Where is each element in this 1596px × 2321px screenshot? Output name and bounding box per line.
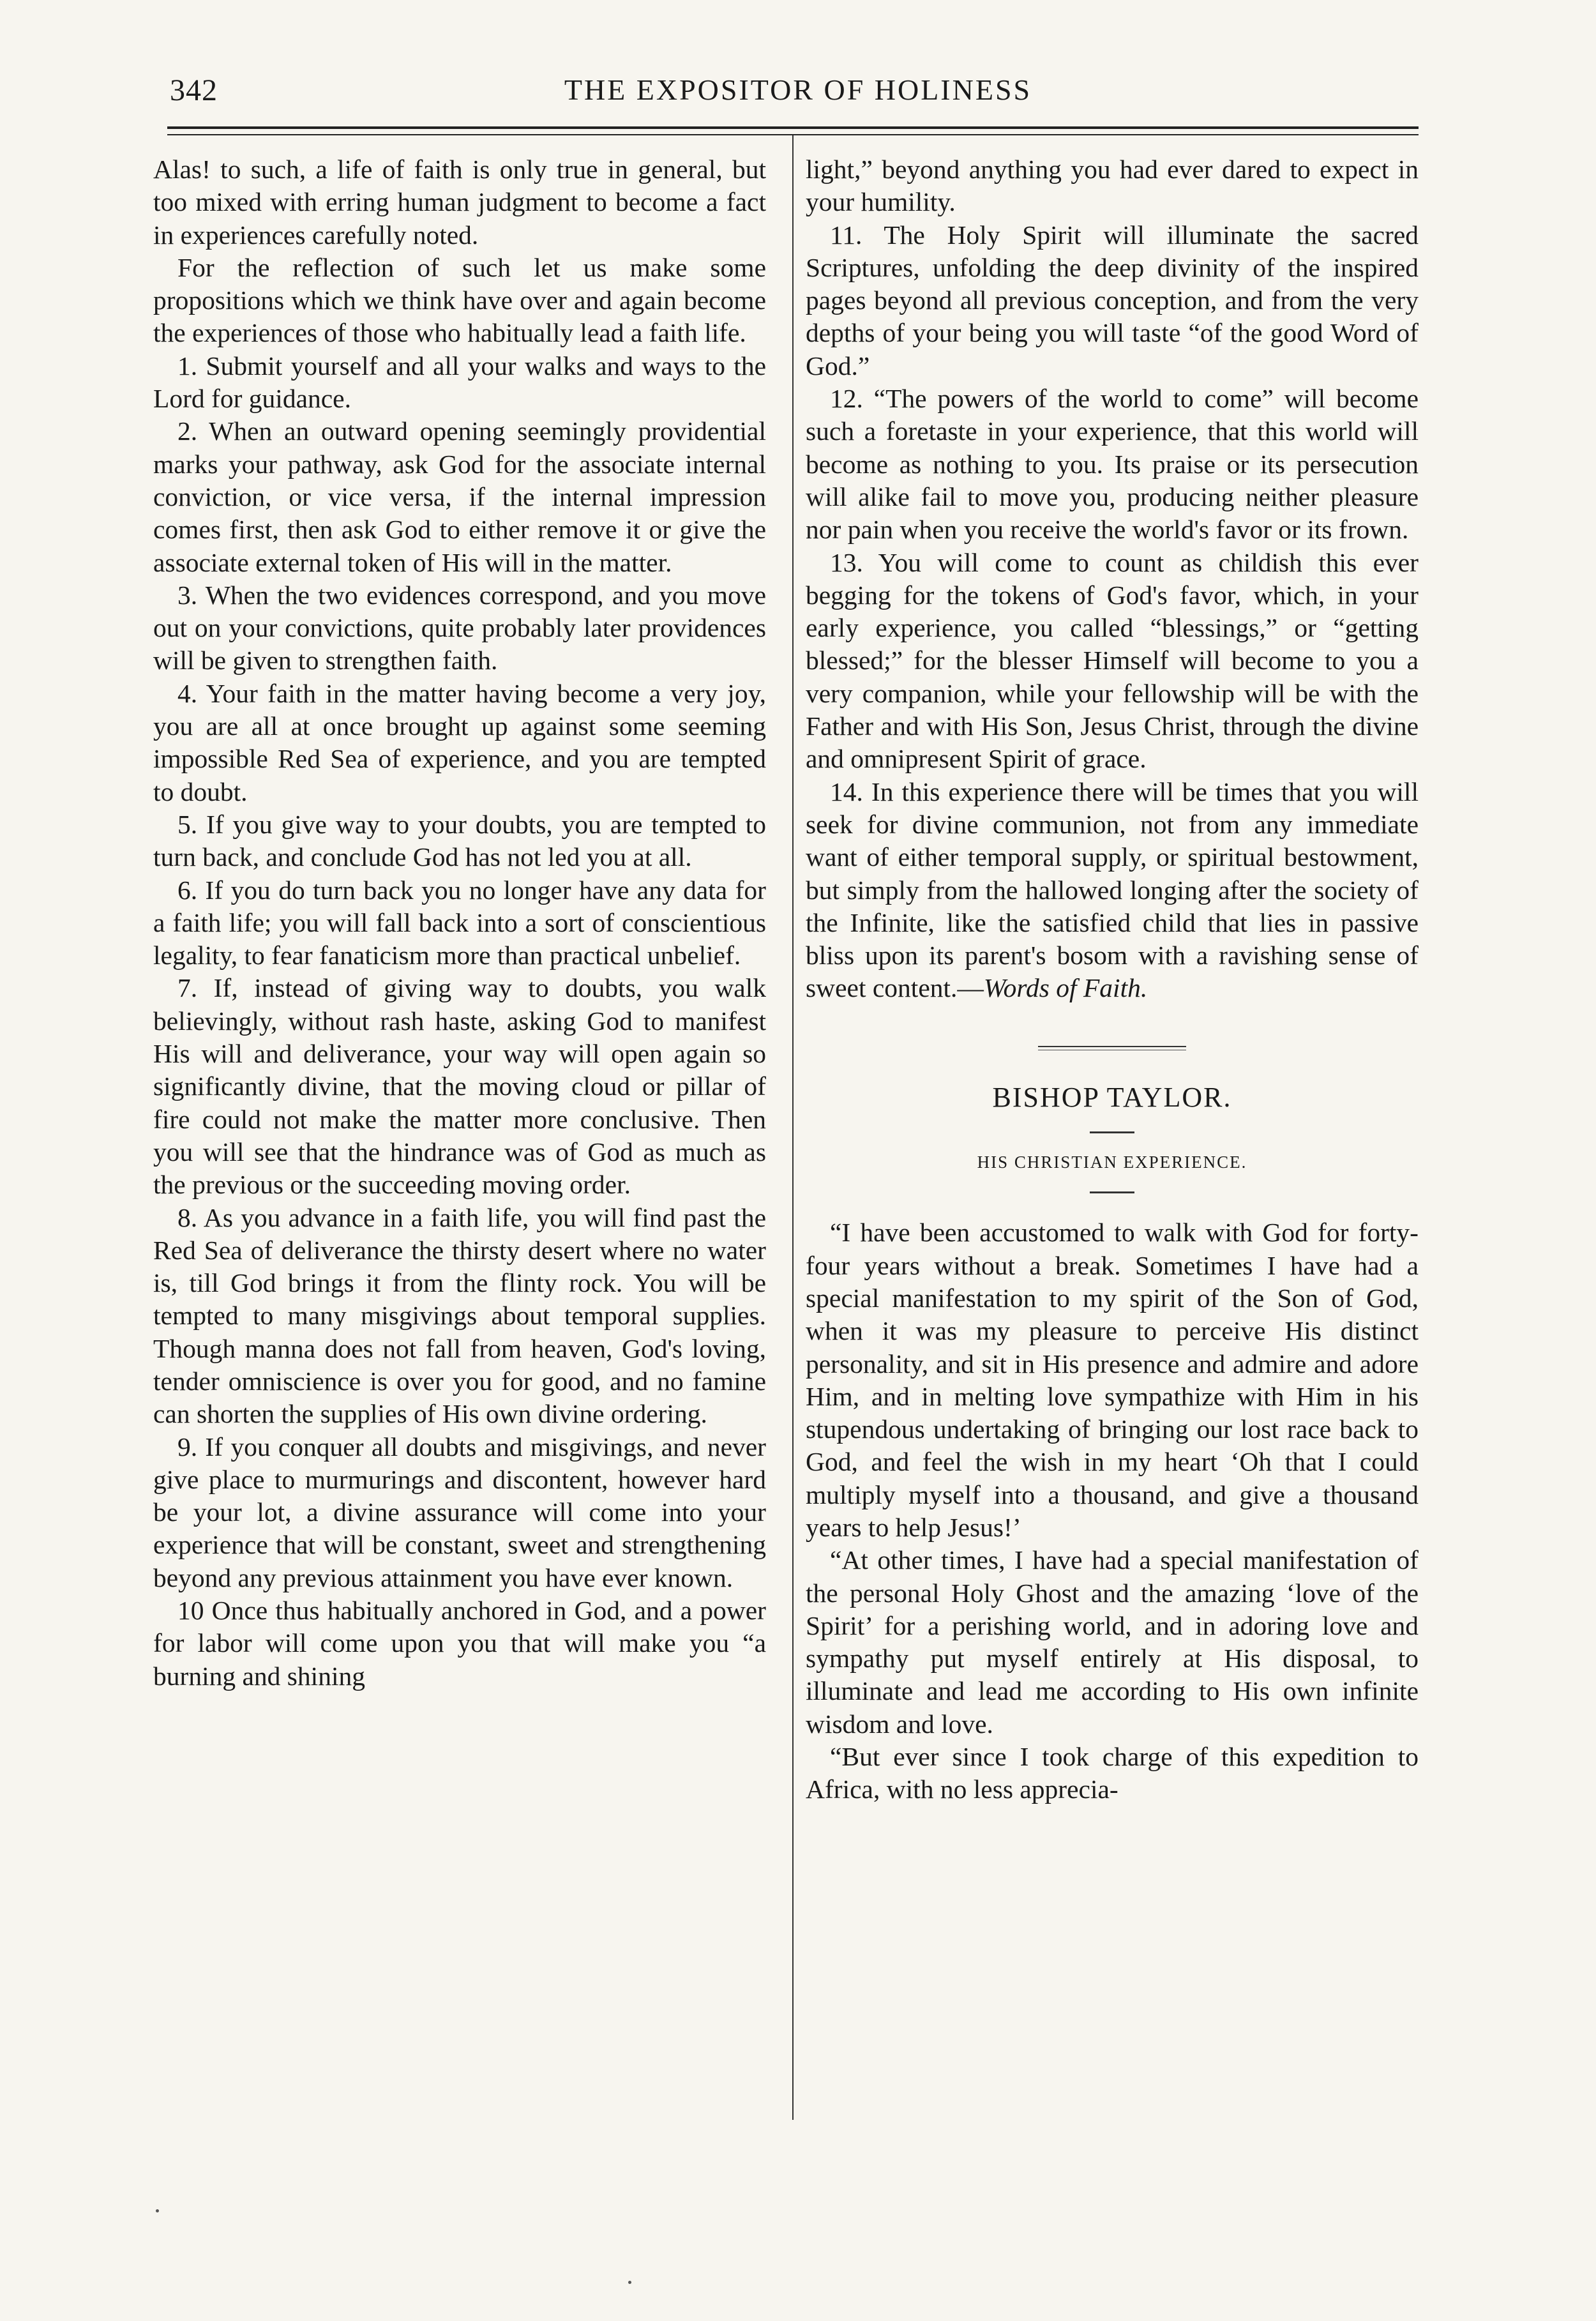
proposition-1: 1. Submit yourself and all your walks and ways to the Lord for guidance. bbox=[153, 351, 766, 414]
quote-paragraph: “But ever since I took charge of this expedition to Africa, with no less apprecia- bbox=[806, 1742, 1419, 1804]
left-column bbox=[153, 153, 766, 1693]
paragraph: light,” beyond anything you had ever dared to expect in your humility. bbox=[806, 155, 1419, 217]
article-title: BISHOP TAYLOR. bbox=[992, 1081, 1232, 1113]
proposition-4: 4. Your faith in the matter having become a very joy, you are all at once brought up against some seeming impossible Red Sea of experience, and you are tempted to doubt. bbox=[153, 678, 766, 806]
title-rule bbox=[1090, 1131, 1134, 1133]
header-rule-thick bbox=[167, 126, 1419, 129]
page-header bbox=[153, 72, 1443, 116]
print-speck bbox=[628, 2281, 631, 2284]
proposition-9: 9. If you conquer all doubts and misgivings, and never give place to murmurings and discontent, however hard be your lot, a divine assurance will come into your experience that will be constant, sweet and strengthening beyond any previous attainment you have ever known. bbox=[153, 1432, 766, 1592]
article-subtitle: HIS CHRISTIAN EXPERIENCE. bbox=[977, 1153, 1247, 1172]
proposition-7: 7. If, instead of giving way to doubts, you walk believingly, without rash haste, asking God to manifest His will and deliverance, your way will open again so significantly divine, that the moving cloud or pillar of fire could not make the matter more conclusive. Then you will see that the hindrance was of God as much as the previous or the succeeding moving order. bbox=[153, 973, 766, 1200]
quote-paragraph: “I have been accustomed to walk with God for forty-four years without a break. Sometimes I have had a special manifestation to my spirit of the Son of God, when it was my pleasure to perceive His distinct personality, and sit in His presence and admire and adore Him, and in melting love sympathize with Him in his stupendous undertaking of bringing our lost race back to God, and feel the wish in my heart ‘Oh that I could multiply myself into a thousand, and give a thousand years to help Jesus!’ bbox=[806, 1218, 1419, 1542]
running-title: THE EXPOSITOR OF HOLINESS bbox=[564, 73, 1032, 106]
proposition-14-text: 14. In this experience there will be times that you will seek for divine communion, not from any immediate want of either temporal supply, or spiritual bestowment, but simply from the hallowed longing after the society of the Infinite, like the satisfied child that lies in passive bliss upon its parent's bosom with a ravishing sense of sweet content.— bbox=[806, 776, 1419, 1003]
print-speck bbox=[156, 2209, 159, 2212]
right-column bbox=[806, 153, 1419, 1806]
subtitle-rule bbox=[1090, 1191, 1134, 1193]
section-divider-ornament bbox=[1038, 1046, 1186, 1050]
paragraph: For the reflection of such let us make some propositions which we think have over and again become the experiences of those who habitually lead a faith life. bbox=[153, 252, 766, 348]
proposition-10: 10 Once thus habitually anchored in God, and a power for labor will come upon you that will make you “a burning and shining bbox=[153, 1596, 766, 1691]
column-divider bbox=[792, 135, 794, 2120]
proposition-6: 6. If you do turn back you no longer have any data for a faith life; you will fall back into a sort of conscientious legality, to fear fanaticism more than practical unbelief. bbox=[153, 875, 766, 971]
quote-paragraph: “At other times, I have had a special manifestation of the personal Holy Ghost and the amazing ‘love of the Spirit’ for a perishing world, and in adoring love and sympathy put myself entirely at His disposal, to illuminate and lead me according to His own infinite wisdom and love. bbox=[806, 1545, 1419, 1739]
proposition-14 bbox=[806, 776, 1419, 1005]
proposition-5: 5. If you give way to your doubts, you are tempted to turn back, and conclude God has not led you at all. bbox=[153, 809, 766, 872]
proposition-3: 3. When the two evidences correspond, and you move out on your convictions, quite probably later providences will be given to strengthen faith. bbox=[153, 580, 766, 676]
proposition-2: 2. When an outward opening seemingly providential marks your pathway, ask God for the associate internal conviction, or vice versa, if the internal impression comes first, then ask God to either remove it or give the associate external token of His will in the matter. bbox=[153, 416, 766, 577]
proposition-8: 8. As you advance in a faith life, you will find past the Red Sea of deliverance the thirsty desert where no water is, till God brings it from the flinty rock. You will be tempted to many misgivings about temporal supplies. Though manna does not fall from heaven, God's loving, tender omniscience is over you for good, and no famine can shorten the supplies of His own divine ordering. bbox=[153, 1202, 766, 1429]
paragraph: Alas! to such, a life of faith is only true in general, but too mixed with erring human judgment to become a fact in experiences carefully noted. bbox=[153, 155, 766, 250]
proposition-11: 11. The Holy Spirit will illuminate the sacred Scriptures, unfolding the deep divinity of the inspired pages beyond all previous conception, and from the very depths of your being you will taste “of the good Word of God.” bbox=[806, 220, 1419, 381]
proposition-13: 13. You will come to count as childish this ever begging for the tokens of God's favor, which, in your early experience, you called “blessings,” or “getting blessed;” for the blesser Himself will become to you a very companion, while your fellowship will be with the Father and with His Son, Jesus Christ, through the divine and omnipresent Spirit of grace. bbox=[806, 547, 1419, 774]
page-number: 342 bbox=[170, 73, 218, 107]
proposition-12: 12. “The powers of the world to come” will become such a foretaste in your experience, that this world will become as nothing to you. Its praise or its persecution will alike fail to move you, producing neither pleasure nor pain when you receive the world's favor or its frown. bbox=[806, 384, 1419, 545]
source-attribution: Words of Faith. bbox=[983, 973, 1148, 1003]
